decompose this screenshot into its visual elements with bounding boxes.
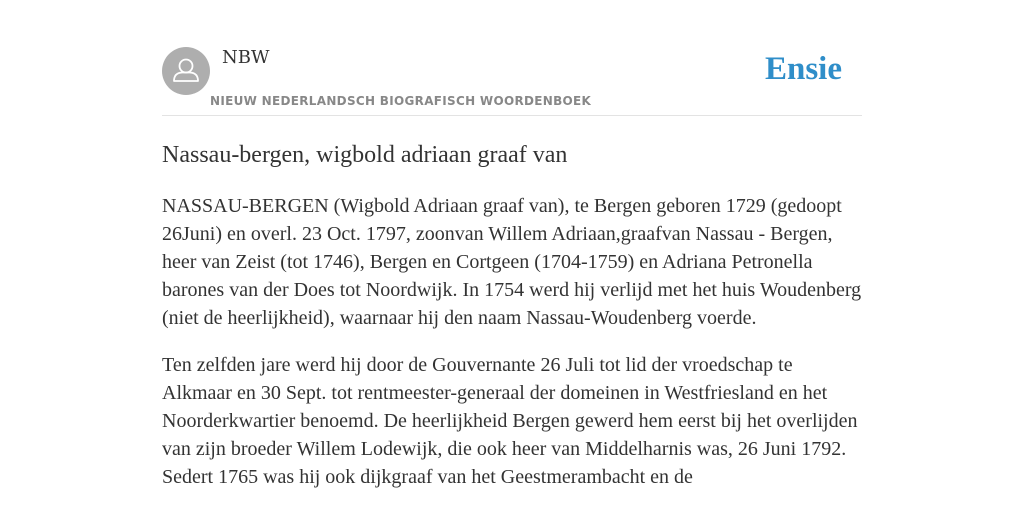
- article-paragraph: Ten zelfden jare werd hij door de Gouvernante 26 Juli tot lid der vroedschap te Alkmaar en 30 Sept. tot rentmeester-generaal der domeinen in Westfriesland en het Noorderkwartier benoemd. De heerlijkheid Bergen gewerd hem eerst bij het overlijden van zijn broeder Willem Lodewijk, die ook heer van Middelharnis was, 26 Juni 1792. Sedert 1765 was hij ook dijkgraaf van het Geestmerambacht en de: [162, 354, 858, 488]
- article-paragraph: NASSAU-BERGEN (Wigbold Adriaan graaf van), te Bergen geboren 1729 (gedoopt 26Juni) en overl. 23 Oct. 1797, zoonvan Willem Adriaan,graafvan Nassau - Bergen, heer van Zeist (tot 1746), Bergen en Cortgeen (1704-1759) en Adriana Petronella barones van der Does tot Noordwijk. In 1754 werd hij verlijd met het huis Woudenberg (niet de heerlijkheid), waarnaar hij den naam Nassau-Woudenberg voerde.: [162, 195, 862, 329]
- author-name[interactable]: NBW: [222, 47, 270, 68]
- user-icon: [162, 47, 210, 95]
- article-body: [162, 192, 862, 510]
- article-title: Nassau-bergen, wigbold adriaan graaf van: [162, 142, 568, 168]
- brand-logo[interactable]: Ensie: [764, 51, 842, 87]
- author-avatar[interactable]: [162, 47, 210, 95]
- header: [162, 0, 862, 116]
- source-subtitle: NIEUW NEDERLANDSCH BIOGRAFISCH WOORDENBOEK: [210, 94, 592, 108]
